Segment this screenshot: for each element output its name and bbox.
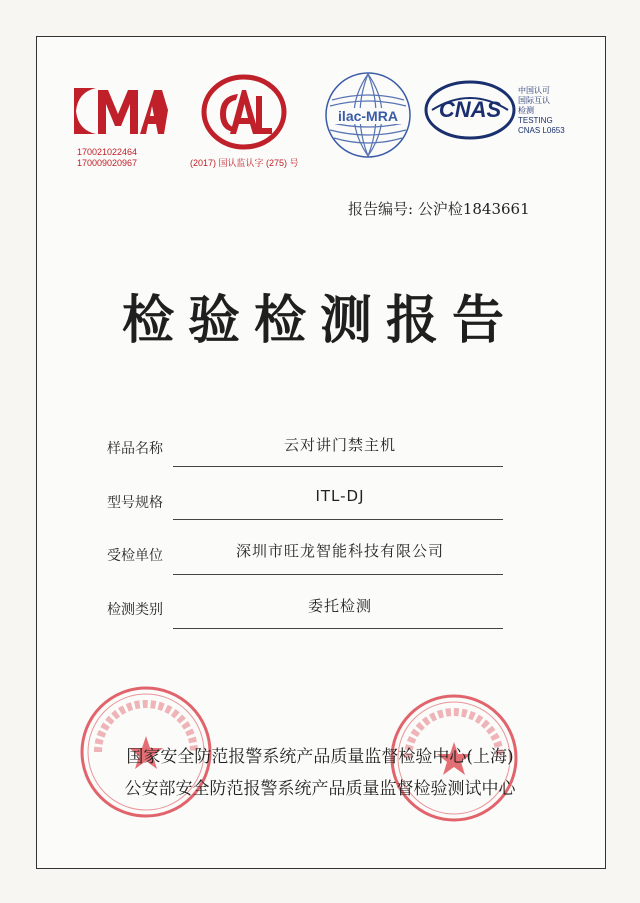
field-value-client: 深圳市旺龙智能科技有限公司 bbox=[235, 542, 444, 560]
cnas-line-4: TESTING bbox=[518, 116, 553, 125]
report-number: 报告编号: 公沪检1843661 bbox=[348, 200, 530, 218]
ilac-mra-logo bbox=[322, 70, 414, 160]
field-label-client: 受检单位 bbox=[107, 548, 163, 564]
cma-logo bbox=[68, 80, 168, 142]
issuer-line-1: 国家安全防范报警系统产品质量监督检验中心(上海) bbox=[126, 747, 514, 767]
svg-text:CNAS: CNAS bbox=[438, 97, 502, 122]
cnas-line-2: 国际互认 bbox=[518, 96, 550, 105]
cma-number-1: 170021022464 bbox=[77, 147, 138, 157]
cal-logo bbox=[200, 74, 288, 152]
cma-number-2: 170009020967 bbox=[77, 158, 138, 168]
cnas-line-5: CNAS L0653 bbox=[518, 126, 565, 135]
issuer-line-2: 公安部安全防范报警系统产品质量监督检验测试中心 bbox=[124, 779, 516, 799]
cal-caption: (2017) 国认监认字 (275) 号 bbox=[190, 158, 299, 168]
cnas-logo bbox=[424, 80, 516, 140]
field-underline bbox=[173, 628, 503, 629]
cnas-line-3: 检测 bbox=[518, 106, 534, 115]
field-label-test-type: 检测类别 bbox=[107, 602, 163, 618]
field-value-sample-name: 云对讲门禁主机 bbox=[283, 436, 396, 454]
report-title: 检验检测报告 bbox=[121, 290, 518, 351]
field-value-test-type: 委托检测 bbox=[307, 597, 372, 615]
field-value-model: ITL-DJ bbox=[315, 487, 365, 505]
cnas-side-text bbox=[518, 86, 565, 136]
field-underline bbox=[173, 519, 503, 520]
field-label-model: 型号规格 bbox=[107, 495, 163, 511]
field-label-sample-name: 样品名称 bbox=[107, 441, 163, 457]
cnas-line-1: 中国认可 bbox=[518, 86, 550, 95]
field-underline bbox=[173, 574, 503, 575]
cma-cert-numbers bbox=[77, 147, 137, 169]
field-underline bbox=[173, 466, 503, 467]
svg-text:ilac-MRA: ilac-MRA bbox=[338, 108, 398, 124]
